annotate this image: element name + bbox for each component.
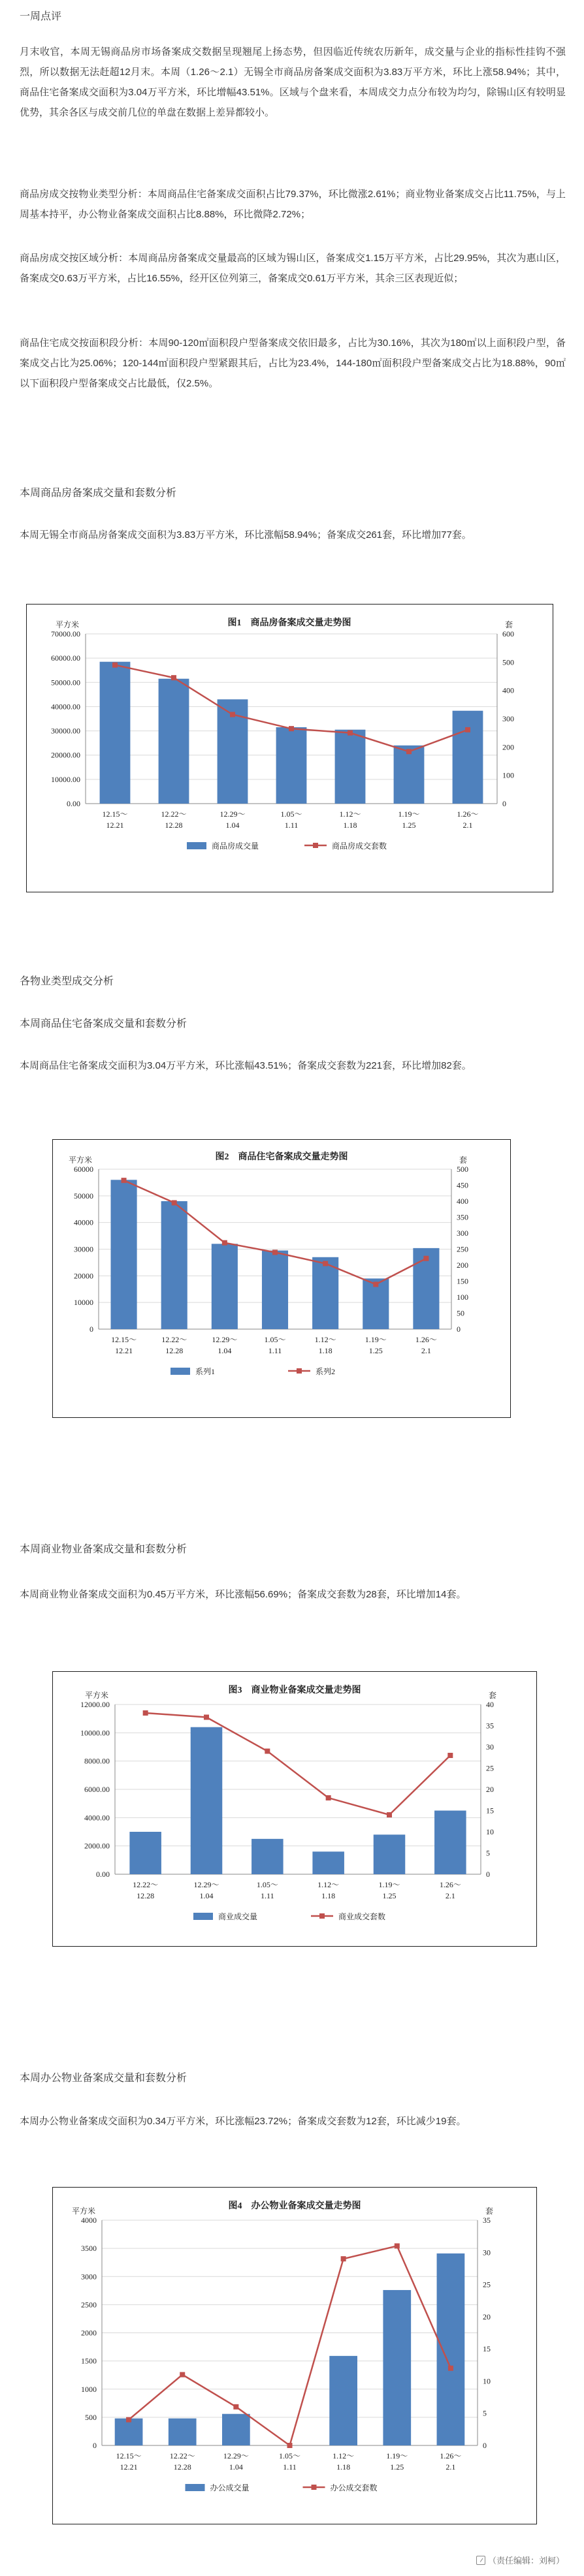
x-tick-label: 1.04 [225,821,240,830]
y-left-tick-label: 2000 [81,2328,97,2338]
y-left-tick-label: 40000 [74,1217,93,1227]
y-left-tick-label: 60000.00 [51,653,80,663]
chart-title: 图4 办公物业备案成交量走势图 [228,2201,361,2211]
y-left-tick-label: 8000.00 [84,1756,110,1766]
x-tick-label: 12.21 [115,1346,133,1355]
x-tick-label: 2.1 [445,1891,455,1900]
bar [111,1180,137,1329]
line-marker [122,1178,127,1183]
y-right-tick-label: 100 [502,770,514,780]
legend-line-marker [297,1368,302,1374]
x-tick-label: 1.05～ [256,1880,278,1889]
chart-4-plot [72,2200,493,2492]
legend-line-label: 商业成交套数 [338,1912,386,1921]
line-marker [465,727,470,732]
x-tick-label: 12.29～ [223,2451,249,2460]
chart-1-svg [27,605,553,892]
y-left-tick-label: 0 [93,2441,97,2450]
y-right-tick-label: 35 [486,1721,494,1731]
type-analysis-paragraph: 商品房成交按物业类型分析：本周商品住宅备案成交面积占比79.37%，环比微涨2.61%；商业物业备案成交占比11.75%，与上周基本持平，办公物业备案成交面积占比8.88%，环比微降2.72%； [20,189,566,220]
line-marker [423,1256,429,1261]
x-tick-label: 1.12～ [339,809,361,819]
section4-paragraph: 本周办公物业备案成交面积为0.34万平方米，环比涨幅23.72%；备案成交套数为12套，环比减少19套。 [20,2116,466,2127]
y-right-tick-label: 450 [457,1180,468,1190]
y-right-tick-label: 30 [486,1742,494,1751]
y-left-tick-label: 0 [89,1325,93,1334]
x-tick-label: 12.21 [106,821,124,830]
region-analysis-paragraph: 商品房成交按区域分析：本周商品房备案成交量最高的区域为锡山区，备案成交1.15万平方米，占比29.95%，其次为惠山区，备案成交0.63万平方米，占比16.55%，经开区位列第三，备案成交0.61万平方米，其余三区表现近似； [20,253,566,284]
y-right-unit: 套 [505,620,513,629]
y-right-tick-label: 10 [486,1827,494,1836]
y-right-tick-label: 500 [457,1165,468,1174]
chart-2-svg [53,1140,510,1417]
legend-bar-swatch [170,1368,190,1375]
x-tick-label: 1.05～ [278,2451,301,2460]
line-marker [373,1281,378,1287]
y-left-unit: 平方米 [68,1155,92,1165]
x-tick-label: 1.19～ [365,1335,387,1344]
line-marker [448,2366,453,2371]
y-right-unit: 套 [459,1155,468,1165]
line-marker [233,2404,238,2410]
line-marker [341,2256,346,2261]
x-tick-label: 2.1 [462,821,473,830]
chart-title: 图3 商业物业备案成交量走势图 [228,1686,361,1695]
bar [251,1839,284,1874]
y-right-tick-label: 300 [502,714,514,723]
x-tick-label: 12.15～ [111,1335,137,1344]
line-marker [180,2372,185,2378]
x-tick-label: 1.05～ [280,809,302,819]
chart-3 [52,1671,537,1947]
x-tick-label: 12.28 [165,1346,184,1355]
x-tick-label: 12.28 [137,1891,155,1900]
bar [191,1727,223,1874]
y-left-tick-label: 4000.00 [84,1813,110,1823]
legend-line-marker [313,843,318,848]
y-right-tick-label: 10 [483,2376,491,2386]
y-left-tick-label: 3500 [81,2244,97,2254]
y-right-tick-label: 25 [483,2280,491,2289]
x-tick-label: 1.18 [343,821,357,830]
chart-title: 图2 商品住宅备案成交量走势图 [215,1152,348,1162]
y-right-tick-label: 400 [502,685,514,695]
x-tick-label: 1.18 [336,2462,351,2472]
x-tick-label: 12.22～ [161,1335,187,1344]
y-left-tick-label: 40000.00 [51,702,80,712]
x-tick-label: 12.22～ [169,2451,195,2460]
y-right-tick-label: 30 [483,2248,491,2257]
x-tick-label: 1.04 [229,2462,243,2472]
section4-heading: 本周办公物业备案成交量和套数分析 [20,2073,187,2084]
y-left-tick-label: 3000 [81,2272,97,2282]
line-marker [326,1795,331,1800]
chart-2 [52,1139,511,1418]
legend-line-label: 办公成交套数 [330,2483,378,2492]
x-tick-label: 1.19～ [378,1880,400,1889]
y-right-tick-label: 15 [483,2344,491,2354]
legend-line-marker [319,1913,325,1919]
bar [169,2419,197,2445]
x-tick-label: 2.1 [446,2462,456,2472]
y-left-tick-label: 10000 [74,1298,93,1308]
y-left-tick-label: 1000 [81,2384,97,2394]
y-right-tick-label: 20 [486,1785,494,1794]
section2-paragraph: 本周商品住宅备案成交面积为3.04万平方米，环比涨幅43.51%；备案成交套数为221套，环比增加82套。 [20,1060,472,1071]
area-analysis-paragraph: 商品住宅成交按面积段分析：本周90-120㎡面积段户型备案成交依旧最多，占比为30.16%，其次为180㎡以上面积段户型，备案成交占比为25.06%；120-144㎡面积段户型紧跟其后，占比为23.4%，144-180㎡面积段户型备案成交占比为18.88%，90㎡以下面积段户型备案成交占比最低，仅2.5%。 [20,338,566,389]
y-left-unit: 平方米 [55,620,79,629]
line-marker [143,1710,148,1716]
x-tick-label: 1.25 [390,2462,404,2472]
edit-icon [476,2556,485,2565]
x-tick-label: 1.25 [402,821,416,830]
legend-bar-label: 商业成交量 [218,1912,258,1921]
line-marker [172,1200,177,1205]
y-right-tick-label: 40 [486,1700,494,1709]
bar [374,1834,406,1874]
line-marker [171,675,176,680]
y-right-tick-label: 50 [457,1308,464,1318]
x-tick-label: 1.04 [199,1891,214,1900]
y-left-tick-label: 10000.00 [51,774,80,784]
section3-paragraph: 本周商业物业备案成交面积为0.45万平方米，环比涨幅56.69%；备案成交套数为28套，环比增加14套。 [20,1589,466,1600]
line-marker [112,663,118,668]
x-tick-label: 1.18 [321,1891,336,1900]
y-left-tick-label: 30000 [74,1244,93,1254]
x-tick-label: 12.29～ [212,1335,238,1344]
bar [453,711,483,804]
y-right-tick-label: 20 [483,2312,491,2321]
y-right-tick-label: 0 [486,1870,490,1879]
chart-1-plot [51,617,514,851]
y-left-tick-label: 500 [85,2412,97,2422]
line-marker [265,1749,270,1754]
y-right-tick-label: 15 [486,1806,494,1815]
y-left-tick-label: 70000.00 [51,629,80,638]
y-right-tick-label: 350 [457,1212,468,1222]
weekly-review-heading: 一周点评 [20,11,62,22]
x-tick-label: 1.26～ [415,1335,437,1344]
line-marker [395,2243,400,2248]
y-left-tick-label: 10000.00 [80,1728,110,1738]
y-left-tick-label: 1500 [81,2356,97,2366]
line-marker [387,1812,392,1817]
y-left-tick-label: 60000 [74,1165,93,1174]
legend-bar-swatch [186,2484,205,2491]
x-tick-label: 12.15～ [116,2451,142,2460]
bar [437,2254,465,2445]
legend-line-marker [312,2485,317,2490]
line-marker [204,1715,209,1720]
x-tick-label: 12.15～ [102,809,128,819]
bar [329,2356,357,2445]
x-tick-label: 12.22～ [133,1880,159,1889]
x-tick-label: 1.11 [283,2462,297,2472]
editor-credit [476,2554,564,2566]
y-right-tick-label: 300 [457,1229,468,1238]
legend-bar-label: 商品房成交量 [212,841,259,851]
x-tick-label: 1.11 [268,1346,282,1355]
section3-heading: 本周商业物业备案成交量和套数分析 [20,1544,187,1555]
y-right-tick-label: 25 [486,1763,494,1773]
y-left-tick-label: 2000.00 [84,1841,110,1851]
y-right-unit: 套 [485,2207,494,2216]
y-right-tick-label: 100 [457,1293,468,1302]
y-left-tick-label: 0.00 [67,799,80,808]
bar [115,2419,143,2445]
bar [312,1851,344,1874]
chart-2-plot [69,1151,468,1376]
y-right-tick-label: 35 [483,2216,491,2225]
editor-credit-text: （责任编辑：刘柯） [487,2556,564,2566]
chart-title: 图1 商品房备案成交量走势图 [227,618,351,628]
section2-heading: 本周商品住宅备案成交量和套数分析 [20,1018,187,1029]
y-right-tick-label: 250 [457,1244,468,1254]
y-left-tick-label: 2500 [81,2300,97,2310]
bar [161,1201,187,1329]
y-right-tick-label: 0 [502,799,506,808]
y-left-tick-label: 50000 [74,1191,93,1201]
x-tick-label: 12.22～ [161,809,187,819]
bar [383,2290,411,2445]
line-marker [126,2417,131,2423]
weekly-review-paragraph: 月末收官，本周无锡商品房市场备案成交数据呈现翘尾上扬态势，但因临近传统农历新年，成交量与企业的指标性挂钩不强烈，所以数据无法赶超12月末。本周（1.26～2.1）无锡全市商品房备案成交面积为3.83万平方米，环比上涨58.94%；其中，商品住宅备案成交面积为3.04万平方米，环比增幅43.51%。区域与个盘来看，本周成交力点分布较为均匀，除锡山区有较明显优势，其余各区与成交前几位的单盘在数据上差异都较小。 [20,46,566,118]
chart-4-svg [53,2188,536,2524]
section1-paragraph: 本周无锡全市商品房备案成交面积为3.83万平方米，环比涨幅58.94%；备案成交261套，环比增加77套。 [20,529,472,541]
y-right-tick-label: 400 [457,1197,468,1206]
line-marker [222,1240,227,1246]
legend-bar-label: 系列1 [195,1367,216,1376]
legend-line-label: 系列2 [316,1367,336,1376]
x-tick-label: 1.19～ [398,809,420,819]
y-left-unit: 平方米 [71,2207,95,2216]
legend-bar-swatch [193,1913,213,1920]
legend-line-label: 商品房成交套数 [332,841,387,851]
line-marker [287,2443,293,2448]
x-tick-label: 1.26～ [457,809,479,819]
x-tick-label: 1.19～ [386,2451,408,2460]
x-tick-label: 12.28 [173,2462,191,2472]
x-tick-label: 1.12～ [333,2451,355,2460]
y-right-tick-label: 150 [457,1276,468,1286]
y-left-tick-label: 4000 [81,2216,97,2225]
y-left-tick-label: 20000.00 [51,750,80,760]
y-right-unit: 套 [489,1691,497,1700]
y-right-tick-label: 5 [486,1848,490,1858]
y-left-tick-label: 6000.00 [84,1785,110,1794]
x-tick-label: 1.26～ [439,1880,461,1889]
y-right-tick-label: 600 [502,629,514,638]
x-tick-label: 1.05～ [264,1335,286,1344]
x-tick-label: 12.29～ [219,809,246,819]
bar [100,662,131,804]
bar [159,679,189,804]
legend-bar-label: 办公成交量 [210,2483,250,2492]
line-marker [406,749,412,754]
x-tick-label: 12.21 [120,2462,138,2472]
legend-bar-swatch [187,842,206,849]
x-tick-label: 1.25 [368,1346,383,1355]
x-tick-label: 12.28 [165,821,183,830]
bar [434,1811,466,1875]
x-tick-label: 1.11 [284,821,299,830]
y-left-tick-label: 30000.00 [51,726,80,736]
y-right-tick-label: 200 [502,742,514,752]
x-tick-label: 1.26～ [440,2451,462,2460]
line-marker [272,1249,278,1255]
y-right-tick-label: 200 [457,1261,468,1270]
x-tick-label: 12.29～ [193,1880,219,1889]
x-tick-label: 1.12～ [314,1335,336,1344]
line-marker [348,730,353,736]
y-left-tick-label: 50000.00 [51,678,80,687]
y-right-tick-label: 5 [483,2408,487,2418]
y-right-tick-label: 500 [502,657,514,667]
y-right-tick-label: 0 [483,2441,487,2450]
x-tick-label: 1.25 [382,1891,397,1900]
bar [129,1832,161,1874]
bar [222,2414,250,2445]
x-tick-label: 1.12～ [317,1880,340,1889]
chart-4 [52,2187,537,2524]
x-tick-label: 1.18 [318,1346,333,1355]
x-tick-label: 1.04 [218,1346,232,1355]
section1-heading: 本周商品房备案成交量和套数分析 [20,488,177,499]
y-left-unit: 平方米 [84,1691,108,1700]
y-left-tick-label: 20000 [74,1271,93,1281]
bar [212,1244,238,1329]
y-right-tick-label: 0 [457,1325,461,1334]
y-left-tick-label: 0.00 [96,1870,110,1879]
chart-3-svg [53,1672,536,1946]
chart-1 [26,604,553,892]
bar [276,727,307,804]
line-marker [289,726,294,731]
chart-3-plot [80,1684,496,1921]
bar [335,730,366,804]
line-marker [323,1261,328,1266]
bar [262,1251,288,1329]
line-marker [230,712,235,717]
x-tick-label: 1.11 [261,1891,274,1900]
x-tick-label: 2.1 [421,1346,431,1355]
y-left-tick-label: 12000.00 [80,1700,110,1709]
type-heading: 各物业类型成交分析 [20,976,114,987]
line-marker [447,1753,453,1758]
